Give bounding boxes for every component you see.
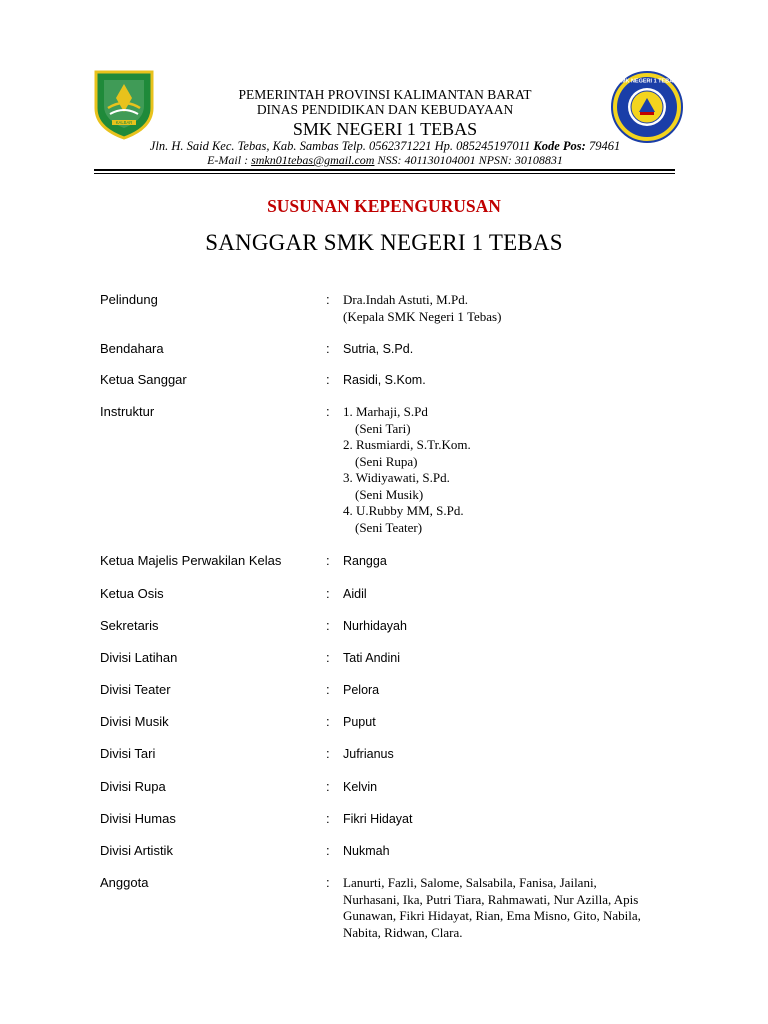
letterhead-divider-thin — [94, 173, 675, 174]
letterhead-contact — [120, 153, 650, 168]
roster-colon: : — [326, 811, 330, 826]
roster-colon: : — [326, 553, 330, 568]
address-text: Jln. H. Said Kec. Tebas, Kab. Sambas Telp. 0562371221 Hp. 085245197011 — [149, 139, 534, 153]
instructor-name: 1. Marhaji, S.Pd — [343, 404, 428, 419]
instructor-name: 2. Rusmiardi, S.Tr.Kom. — [343, 437, 471, 452]
postal-code: 79461 — [585, 139, 621, 153]
roster-colon: : — [326, 779, 330, 794]
roster-colon: : — [326, 714, 330, 729]
roster-label: Divisi Tari — [100, 746, 156, 761]
members-line: Nabita, Ridwan, Clara. — [343, 924, 463, 940]
roster-value-line: Dra.Indah Astuti, M.Pd. — [343, 292, 468, 307]
roster-label: Anggota — [100, 875, 149, 890]
letterhead-divider-thick — [94, 169, 675, 171]
roster-value: Puput — [343, 715, 376, 729]
instructor-field: (Seni Teater) — [355, 519, 423, 535]
instructor-field: (Seni Musik) — [355, 486, 424, 502]
roster-colon: : — [326, 404, 330, 419]
school-ids: NSS: 401130104001 NPSN: 30108831 — [374, 153, 563, 167]
roster-value: Tati Andini — [343, 651, 400, 665]
roster-value: Nukmah — [343, 844, 390, 858]
roster-label: Sekretaris — [100, 618, 159, 633]
roster-label: Divisi Latihan — [100, 650, 178, 665]
roster-label: Pelindung — [100, 292, 158, 307]
roster-label: Divisi Teater — [100, 682, 171, 697]
roster-label: Divisi Musik — [100, 714, 169, 729]
province-emblem-text: KALBAR — [115, 120, 133, 126]
postal-label: Kode Pos: — [533, 139, 586, 153]
roster-colon: : — [326, 586, 330, 601]
letterhead-school-name: SMK NEGERI 1 TEBAS — [292, 119, 478, 139]
letterhead-government: PEMERINTAH PROVINSI KALIMANTAN BARAT — [238, 87, 532, 102]
roster-value-line: (Kepala SMK Negeri 1 Tebas) — [343, 308, 502, 324]
roster-label: Divisi Humas — [100, 811, 176, 826]
roster-value — [343, 404, 471, 536]
roster-colon: : — [326, 682, 330, 697]
roster-value: Rangga — [343, 554, 387, 568]
roster-colon: : — [326, 746, 330, 761]
roster-label: Divisi Artistik — [100, 843, 173, 858]
roster-label: Bendahara — [100, 341, 164, 356]
roster-colon: : — [326, 875, 330, 890]
roster-value: Rasidi, S.Kom. — [343, 373, 426, 387]
roster-colon: : — [326, 372, 330, 387]
roster-colon: : — [326, 618, 330, 633]
roster-label: Instruktur — [100, 404, 155, 419]
email-label: E-Mail : — [207, 153, 252, 167]
roster-value: Pelora — [343, 683, 380, 697]
members-line: Nurhasani, Ika, Putri Tiara, Rahmawati, Nur Azilla, Apis — [343, 891, 639, 907]
members-line: Lanurti, Fazli, Salome, Salsabila, Fanisa, Jailani, — [343, 875, 597, 890]
roster-colon: : — [326, 341, 330, 356]
roster-value: Nurhidayah — [343, 619, 407, 633]
roster-value: Kelvin — [343, 780, 378, 794]
roster-value: Fikri Hidayat — [343, 812, 413, 826]
letterhead-department: DINAS PENDIDIKAN DAN KEBUDAYAAN — [256, 102, 514, 117]
letterhead-address — [120, 139, 650, 154]
roster-label: Ketua Sanggar — [100, 372, 187, 387]
roster-colon: : — [326, 843, 330, 858]
roster-colon: : — [326, 650, 330, 665]
members-line: Gunawan, Fikri Hidayat, Rian, Ema Misno, Gito, Nabila, — [343, 908, 641, 923]
instructor-field: (Seni Tari) — [355, 420, 411, 436]
roster-colon: : — [326, 292, 330, 307]
roster-value: Jufrianus — [343, 747, 394, 761]
email-link[interactable]: smkn01tebas@gmail.com — [251, 153, 375, 167]
document-subtitle: SUSUNAN KEPENGURUSAN — [267, 196, 501, 216]
instructor-field: (Seni Rupa) — [355, 453, 418, 469]
roster-label: Ketua Osis — [100, 586, 164, 601]
roster-value: Sutria, S.Pd. — [343, 342, 414, 356]
instructor-name: 3. Widiyawati, S.Pd. — [343, 470, 450, 485]
document-title: SANGGAR SMK NEGERI 1 TEBAS — [205, 230, 563, 255]
roster-value — [343, 292, 501, 325]
roster-label: Divisi Rupa — [100, 779, 166, 794]
roster-value: Aidil — [343, 587, 367, 601]
school-seal-text: SMK NEGERI 1 TEBAS — [617, 78, 677, 85]
instructor-name: 4. U.Rubby MM, S.Pd. — [343, 503, 464, 518]
roster-value — [343, 875, 641, 941]
roster-label: Ketua Majelis Perwakilan Kelas — [100, 553, 282, 568]
